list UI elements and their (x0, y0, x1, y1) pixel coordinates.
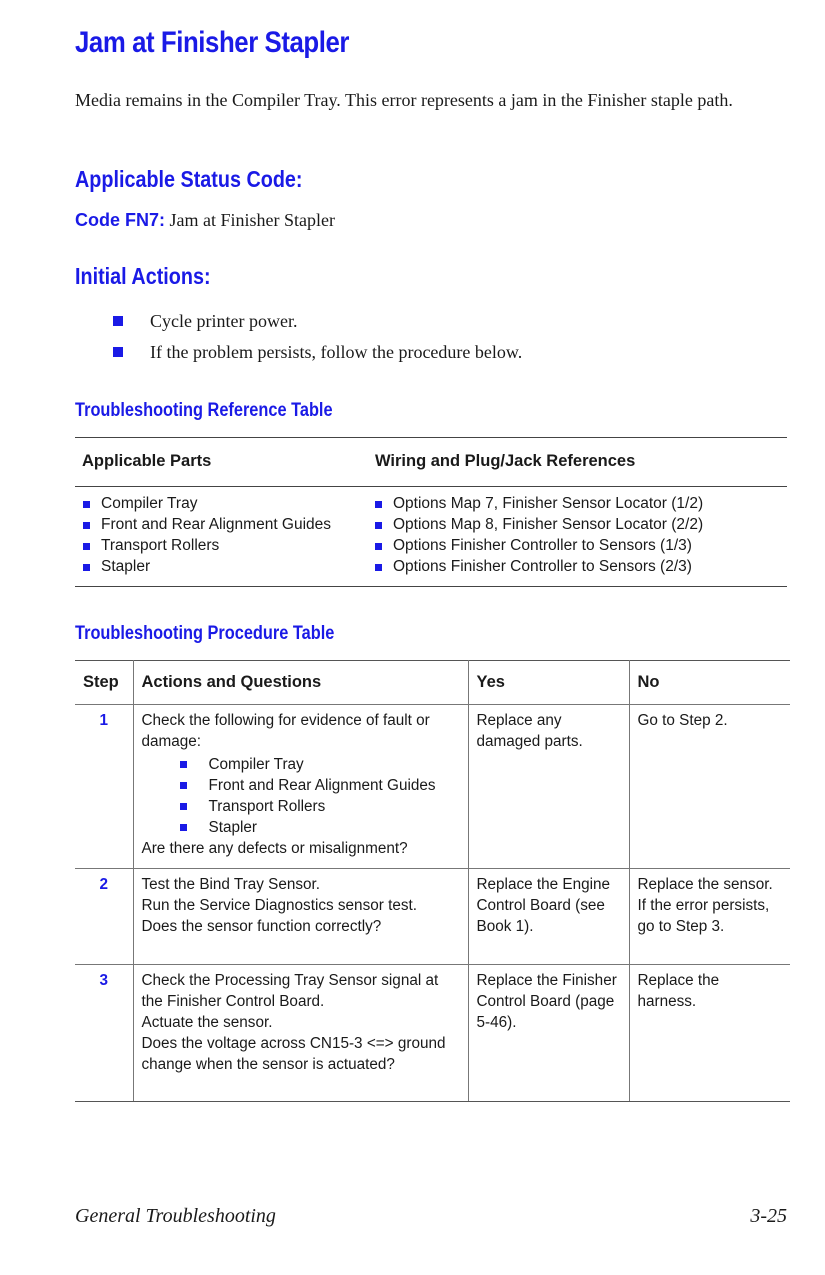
list-item (375, 516, 703, 537)
action-text: Does the voltage across CN15-3 <=> ground change when the sensor is actuated? (141, 1035, 446, 1073)
list-item (142, 754, 460, 775)
square-bullet-icon (113, 316, 123, 326)
list-item (83, 495, 331, 516)
step-no: Go to Step 2. (629, 705, 790, 869)
action-text: Check the Processing Tray Sensor signal at the Finisher Control Board. (141, 972, 439, 1010)
square-bullet-icon (375, 501, 382, 508)
reference-table (75, 437, 787, 587)
square-bullet-icon (375, 564, 382, 571)
table-row (75, 705, 790, 869)
column-header-references: Wiring and Plug/Jack References (375, 452, 636, 470)
page-number: 3-25 (750, 1205, 787, 1227)
square-bullet-icon (83, 543, 90, 550)
square-bullet-icon (180, 824, 187, 831)
action-text: Run the Service Diagnostics sensor test. (141, 897, 417, 914)
intro-paragraph: Media remains in the Compiler Tray. This error represents a jam in the Finisher staple path. (75, 90, 733, 110)
list-item (83, 516, 331, 537)
list-item (375, 495, 703, 516)
list-item-text: Cycle printer power. (150, 311, 298, 331)
list-item-text: Front and Rear Alignment Guides (208, 777, 436, 794)
page-title: Jam at Finisher Stapler (75, 26, 350, 59)
square-bullet-icon (83, 501, 90, 508)
list-item-text: Options Finisher Controller to Sensors (1/3) (393, 537, 692, 554)
action-text: Check the following for evidence of fault or damage: (141, 712, 430, 750)
action-text: Test the Bind Tray Sensor. (141, 876, 321, 893)
action-question: Are there any defects or misalignment? (141, 840, 408, 857)
list-item (83, 537, 331, 558)
list-item-text: Options Map 8, Finisher Sensor Locator (2/2) (393, 516, 704, 533)
action-text: Does the sensor function correctly? (141, 918, 382, 935)
list-item-text: Options Map 7, Finisher Sensor Locator (1/2) (393, 495, 704, 512)
parts-list (83, 495, 331, 579)
square-bullet-icon (375, 522, 382, 529)
reference-table-title: Troubleshooting Reference Table (75, 400, 333, 421)
step-yes: Replace the Engine Control Board (see Book 1). (468, 869, 629, 965)
step-actions (133, 965, 468, 1102)
action-text: Actuate the sensor. (141, 1014, 273, 1031)
procedure-table-header (75, 661, 790, 705)
column-header-step: Step (75, 661, 133, 705)
column-header-actions: Actions and Questions (133, 661, 468, 705)
square-bullet-icon (180, 803, 187, 810)
square-bullet-icon (180, 782, 187, 789)
footer-section-title: General Troubleshooting (75, 1205, 276, 1227)
reference-table-header (75, 438, 787, 487)
reference-table-body (75, 487, 787, 586)
check-items-list (142, 754, 460, 838)
list-item (142, 775, 460, 796)
list-item-text: Transport Rollers (208, 798, 326, 815)
column-header-parts: Applicable Parts (82, 452, 212, 470)
step-yes: Replace any damaged parts. (468, 705, 629, 869)
status-code-label: Code FN7: (75, 210, 165, 230)
step-actions (133, 869, 468, 965)
step-yes: Replace the Finisher Control Board (page 5-46). (468, 965, 629, 1102)
table-row (75, 965, 790, 1102)
status-code-text: Jam at Finisher Stapler (169, 210, 335, 230)
procedure-table-title: Troubleshooting Procedure Table (75, 623, 335, 644)
square-bullet-icon (375, 543, 382, 550)
initial-actions-list (113, 310, 522, 372)
step-number: 1 (75, 705, 133, 869)
column-header-yes: Yes (468, 661, 629, 705)
list-item-text: Stapler (101, 558, 151, 575)
list-item (142, 796, 460, 817)
square-bullet-icon (113, 347, 123, 357)
column-header-no: No (629, 661, 790, 705)
status-code-heading: Applicable Status Code: (75, 166, 303, 192)
list-item-text: Front and Rear Alignment Guides (101, 516, 332, 533)
square-bullet-icon (83, 564, 90, 571)
list-item-text: Compiler Tray (208, 756, 304, 773)
list-item-text: Compiler Tray (101, 495, 198, 512)
references-list (375, 495, 703, 579)
list-item (375, 537, 703, 558)
square-bullet-icon (83, 522, 90, 529)
list-item (375, 558, 703, 579)
step-no: Replace the harness. (629, 965, 790, 1102)
step-number: 3 (75, 965, 133, 1102)
status-code-line (75, 210, 335, 231)
step-number: 2 (75, 869, 133, 965)
procedure-table (75, 660, 790, 1102)
list-item-text: Options Finisher Controller to Sensors (2/3) (393, 558, 692, 575)
list-item-text: If the problem persists, follow the procedure below. (150, 342, 523, 362)
initial-actions-heading: Initial Actions: (75, 263, 211, 289)
list-item (142, 817, 460, 838)
list-item (113, 341, 522, 372)
table-row (75, 869, 790, 965)
square-bullet-icon (180, 761, 187, 768)
step-actions (133, 705, 468, 869)
list-item (113, 310, 522, 341)
step-no: Replace the sensor. If the error persists, go to Step 3. (629, 869, 790, 965)
list-item-text: Transport Rollers (101, 537, 220, 554)
list-item (83, 558, 331, 579)
list-item-text: Stapler (208, 819, 257, 836)
page-footer (75, 1205, 787, 1228)
